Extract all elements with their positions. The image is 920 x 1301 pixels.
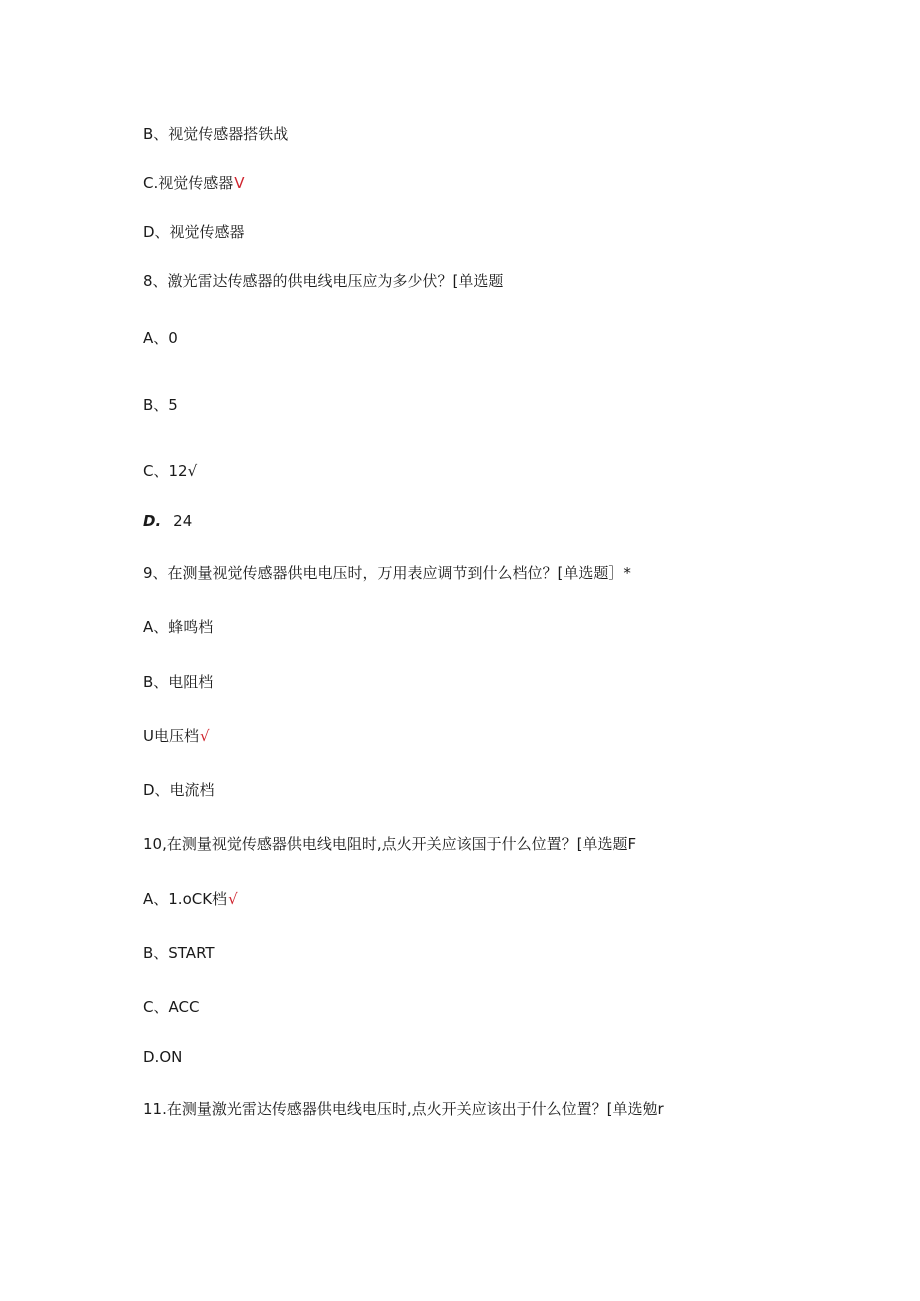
q8-question-text: 8、激光雷达传感器的供电线电压应为多少伏？[单选题 xyxy=(143,272,504,290)
q8-option-a-text: A、0 xyxy=(143,329,178,347)
q9-option-c-text: U电压档 xyxy=(143,727,199,745)
q9-question xyxy=(143,563,631,583)
q8-option-d-label: D. xyxy=(143,512,162,530)
q9-option-c xyxy=(143,726,210,746)
q11-question-text: 11.在测量激光雷达传感器供电线电压时,点火开关应该出于什么位置？[单选勉r xyxy=(143,1100,664,1118)
q7-option-c-text: C.视觉传感器 xyxy=(143,174,234,192)
q8-option-d xyxy=(143,511,192,531)
q8-option-b xyxy=(143,395,178,415)
q7-option-b-text: B、视觉传感器搭铁战 xyxy=(143,125,289,143)
q7-option-d-text: D、视觉传感器 xyxy=(143,223,245,241)
q10-option-c-text: C、ACC xyxy=(143,998,200,1016)
q7-option-d xyxy=(143,222,245,242)
q9-question-text: 9、在测量视觉传感器供电电压时，万用表应调节到什么档位？[单选题］* xyxy=(143,564,631,582)
q8-option-b-text: B、5 xyxy=(143,396,178,414)
q9-option-b-text: B、电阻档 xyxy=(143,673,214,691)
correct-mark: √ xyxy=(187,462,198,480)
q10-question xyxy=(143,834,636,854)
q10-option-a xyxy=(143,889,238,909)
q9-option-b xyxy=(143,672,213,692)
q8-question xyxy=(143,271,503,291)
q8-option-a xyxy=(143,328,178,348)
q8-option-c-text: C、12 xyxy=(143,462,188,480)
correct-mark: √ xyxy=(199,727,210,745)
correct-mark: V xyxy=(234,174,245,192)
correct-mark: √ xyxy=(228,890,238,908)
q7-option-c xyxy=(143,173,245,193)
q9-option-a xyxy=(143,617,213,637)
q8-option-c xyxy=(143,461,197,481)
q9-option-a-text: A、蜂鸣档 xyxy=(143,618,214,636)
q7-option-b xyxy=(143,124,288,144)
q11-question xyxy=(143,1099,664,1119)
q8-option-d-text: 24 xyxy=(173,512,193,530)
q9-option-d xyxy=(143,780,215,800)
q9-option-d-text: D、电流档 xyxy=(143,781,215,799)
q10-option-c xyxy=(143,997,199,1017)
q10-question-text: 10,在测量视觉传感器供电线电阻时,点火开关应该国于什么位置？[单选题F xyxy=(143,835,637,853)
q10-option-d xyxy=(143,1047,182,1067)
q10-option-d-text: D.ON xyxy=(143,1048,183,1066)
q10-option-b xyxy=(143,943,215,963)
q10-option-a-text: A、1.oCK档 xyxy=(143,890,228,908)
q10-option-b-text: B、START xyxy=(143,944,215,962)
